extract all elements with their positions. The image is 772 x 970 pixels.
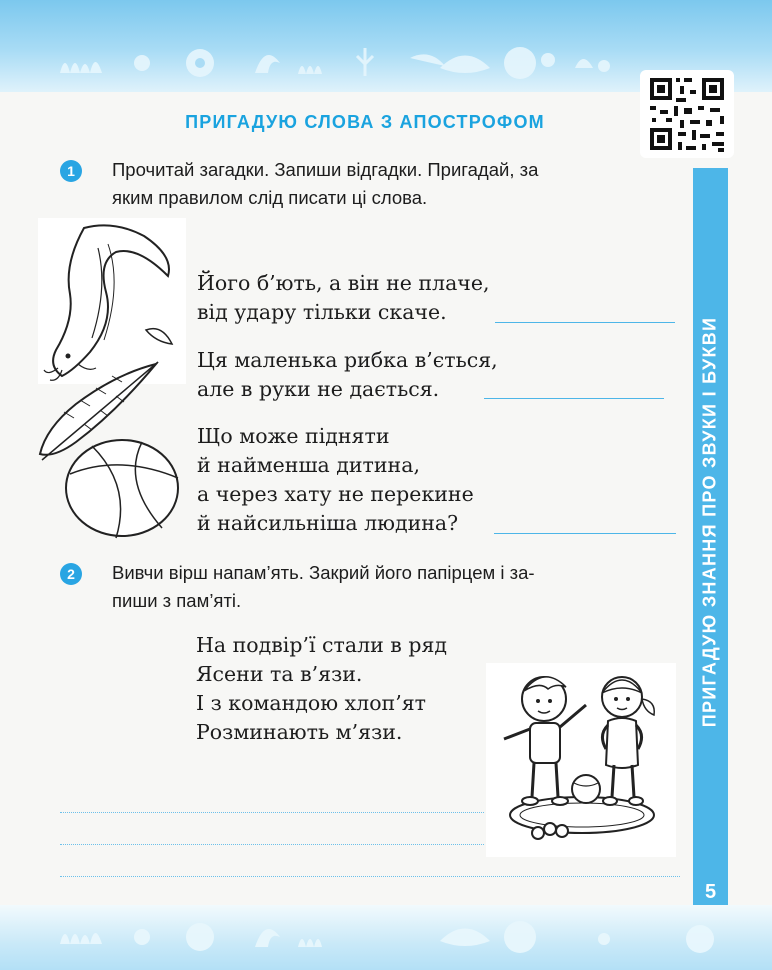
children-picture: [486, 663, 676, 857]
poem-line-2: Ясени та в’язи.: [196, 662, 363, 686]
riddle-2-line-2: але в руки не дається.: [197, 377, 440, 401]
writing-line-1[interactable]: [60, 812, 484, 813]
writing-line-3[interactable]: [60, 876, 680, 877]
children-exercising-icon: [486, 663, 676, 857]
qr-code-icon: [640, 70, 734, 158]
riddle-1-line-1: Його б’ють, а він не плаче,: [197, 271, 490, 295]
page-number: 5: [693, 877, 728, 907]
riddle-3-line-4: й найсильніша людина?: [197, 511, 459, 535]
task2-instruction-line1: Вивчи вірш напам’ять. Закрий його папірцем і за-: [112, 562, 535, 583]
poem-line-1: На подвір’ї стали в ряд: [196, 633, 448, 657]
task-number-2: 2: [60, 563, 82, 585]
ball-icon: [62, 434, 184, 540]
answer-line-2[interactable]: [484, 398, 664, 399]
page-title: ПРИГАДУЮ СЛОВА З АПОСТРОФОМ: [185, 112, 545, 132]
answer-line-3[interactable]: [494, 533, 676, 534]
riddle-3-line-3: а через хату не перекине: [197, 482, 474, 506]
riddle-1-line-2: від удару тільки скаче.: [197, 300, 447, 324]
writing-line-2[interactable]: [60, 844, 484, 845]
task-number-1: 1: [60, 160, 82, 182]
bottom-decorative-band: [0, 905, 772, 970]
poem-line-4: Розминають м’язи.: [196, 720, 403, 744]
qr-code[interactable]: [640, 70, 734, 158]
task2-instruction-line2: пиши з пам’яті.: [112, 590, 242, 611]
answer-line-1[interactable]: [495, 322, 675, 323]
task1-instruction-line2: яким правилом слід писати ці слова.: [112, 187, 428, 208]
side-title: ПРИГАДУЮ ЗНАННЯ ПРО ЗВУКИ І БУКВИ: [699, 316, 720, 728]
floral-ornament-icon: [0, 909, 772, 969]
poem-line-3: І з командою хлоп’ят: [196, 691, 427, 715]
task1-instruction-line1: Прочитай загадки. Запиши відгадки. Пригадай, за: [112, 159, 539, 180]
riddle-3-line-2: й найменша дитина,: [197, 453, 420, 477]
riddle-2-line-1: Ця маленька рибка в’ється,: [197, 348, 498, 372]
ball-picture: [62, 434, 184, 540]
riddle-3-line-1: Що може підняти: [197, 424, 390, 448]
